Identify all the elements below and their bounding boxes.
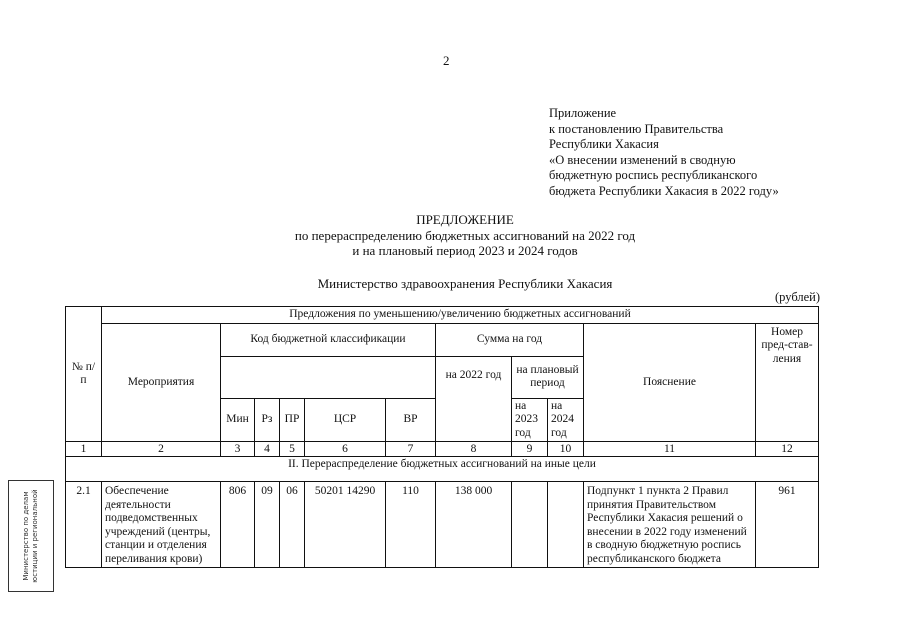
header-min: Мин [221, 398, 255, 442]
header-code-empty [221, 356, 436, 398]
header-explanation: Пояснение [584, 323, 756, 442]
column-number: 11 [584, 442, 756, 457]
header-csr: ЦСР [305, 398, 386, 442]
column-number: 3 [221, 442, 255, 457]
column-number: 2 [102, 442, 221, 457]
column-number: 1 [66, 442, 102, 457]
appendix-line: «О внесении изменений в сводную [549, 152, 736, 167]
header-planned-period: на плановый период [512, 356, 584, 398]
page-number: 2 [443, 53, 450, 68]
title-line-2: и на плановый период 2023 и 2024 годов [352, 243, 578, 258]
column-number: 8 [436, 442, 512, 457]
stamp-line-2: юстиции и региональной [31, 489, 39, 583]
row-sum-2024 [548, 482, 584, 568]
header-budget-code: Код бюджетной классификации [221, 323, 436, 356]
row-rz: 09 [255, 482, 280, 568]
header-pr: ПР [280, 398, 305, 442]
column-number: 12 [756, 442, 819, 457]
header-submission-no: Номер пред-став-ления [756, 323, 819, 442]
organization-name: Министерство здравоохранения Республики Хакасия [317, 276, 613, 291]
row-sum-2022: 138 000 [436, 482, 512, 568]
table-row [66, 482, 819, 568]
appendix-block [549, 106, 779, 200]
header-row-num: № п/п [66, 307, 102, 442]
row-submission-no: 961 [756, 482, 819, 568]
header-rz: Рз [255, 398, 280, 442]
units-label: (рублей) [775, 290, 821, 304]
appendix-line: Республики Хакасия [549, 137, 659, 152]
stamp-text [22, 489, 40, 582]
appendix-line: Приложение [549, 106, 617, 120]
row-explanation: Подпункт 1 пункта 2 Правил принятия Правительством Республики Хакасия решений о внесении в 2022 году изменений в сводную бюджетную роспись республиканского бюджета [584, 482, 756, 568]
stamp-line-1: Министерство по делам [22, 491, 30, 581]
appendix-line: к постановлению Правительства [549, 121, 724, 136]
row-vr: 110 [386, 482, 436, 568]
registration-stamp [8, 480, 54, 592]
header-for-2022: на 2022 год [436, 356, 512, 442]
title-heading: ПРЕДЛОЖЕНИЕ [416, 212, 514, 227]
row-number: 2.1 [66, 482, 102, 568]
row-activity: Обеспечение деятельности подведомственных учреждений (центры, станции и отделения переливания крови) [102, 482, 221, 568]
column-number: 7 [386, 442, 436, 457]
appendix-line: бюджета Республики Хакасия в 2022 году» [549, 183, 779, 198]
column-number: 5 [280, 442, 305, 457]
header-proposals: Предложения по уменьшению/увеличению бюджетных ассигнований [102, 307, 819, 324]
document-title [0, 212, 905, 259]
column-number: 4 [255, 442, 280, 457]
column-number: 6 [305, 442, 386, 457]
header-sum-per-year: Сумма на год [436, 323, 584, 356]
row-sum-2023 [512, 482, 548, 568]
appendix-line: бюджетную роспись республиканского [549, 168, 758, 183]
row-min: 806 [221, 482, 255, 568]
title-line-1: по перераспределению бюджетных ассигнований на 2022 год [294, 227, 636, 243]
section-title: II. Перераспределение бюджетных ассигнований на иные цели [66, 457, 819, 482]
row-pr: 06 [280, 482, 305, 568]
row-csr: 50201 14290 [305, 482, 386, 568]
header-vr: ВР [386, 398, 436, 442]
header-activities: Мероприятия [102, 323, 221, 442]
column-number: 10 [548, 442, 584, 457]
column-number: 9 [512, 442, 548, 457]
header-2023: на 2023 год [512, 398, 548, 442]
header-2024: на 2024 год [548, 398, 584, 442]
budget-table [65, 306, 819, 568]
